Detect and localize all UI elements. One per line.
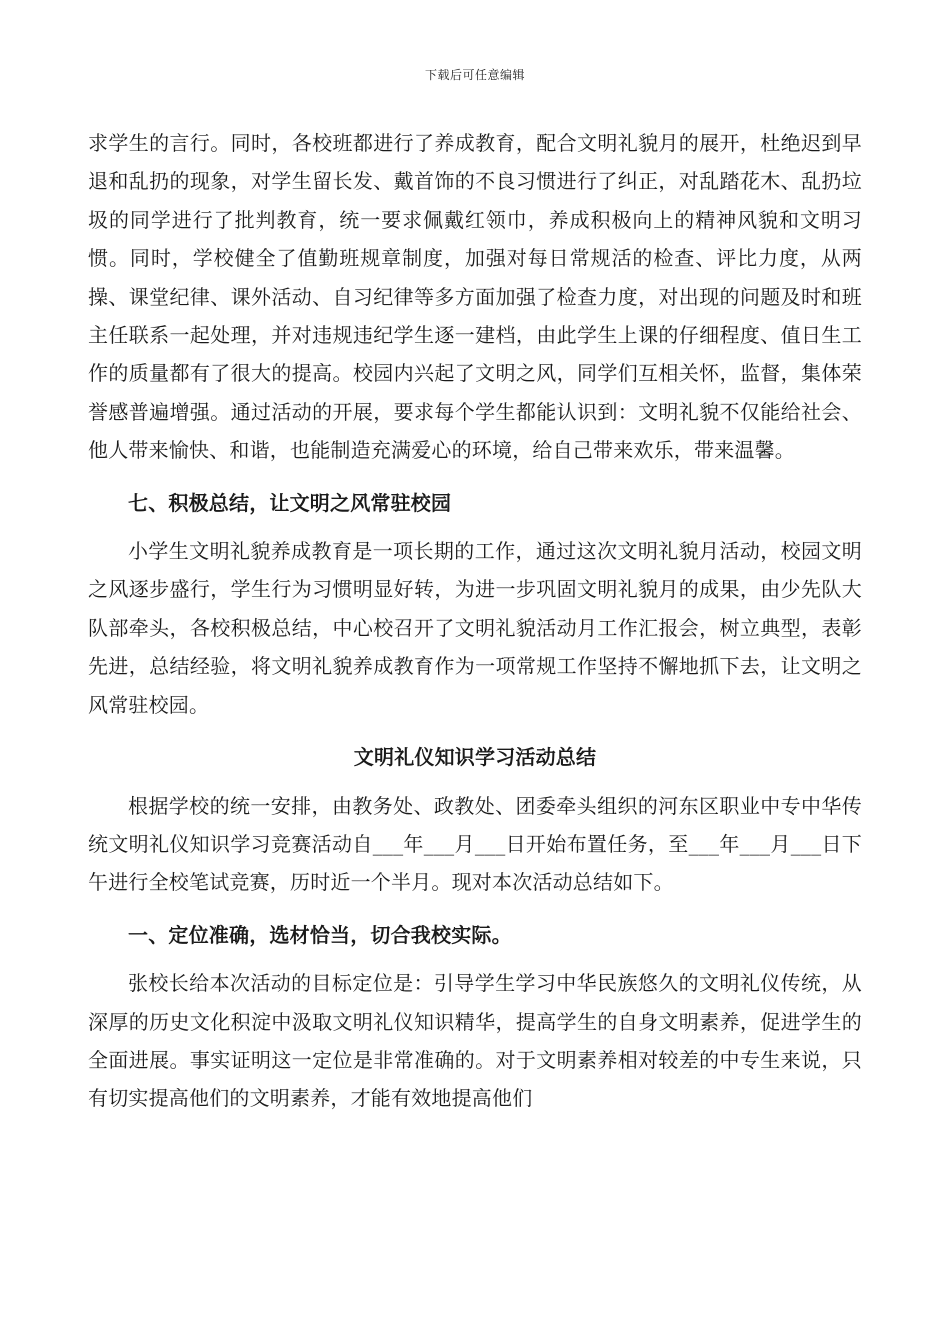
paragraph-intro: 根据学校的统一安排，由教务处、政教处、团委牵头组织的河东区职业中专中华传统文明礼仪知识学习竞赛活动自___年___月___日开始布置任务，至___年___月___日下午进行全校笔试竞赛，历时近一个半月。现对本次活动总结如下。	[88, 793, 862, 895]
document-body	[88, 124, 862, 1118]
spacer	[88, 522, 862, 532]
spacer	[88, 954, 862, 964]
paragraph-summary: 小学生文明礼貌养成教育是一项长期的工作，通过这次文明礼貌月活动，校园文明之风逐步盛行，学生行为习惯明显好转，为进一步巩固文明礼貌月的成果，由少先队大队部牵头，各校积极总结，中心校召开了文明礼貌活动月工作汇报会，树立典型，表彰先进，总结经验，将文明礼貌养成教育作为一项常规工作坚持不懈地抓下去，让文明之风常驻校园。	[88, 539, 862, 717]
spacer	[88, 470, 862, 484]
spacer	[88, 777, 862, 787]
header-note: 下载后可任意编辑	[424, 68, 525, 82]
section-heading-seven: 七、积极总结，让文明之风常驻校园	[128, 490, 452, 515]
paragraph-goal: 张校长给本次活动的目标定位是：引导学生学习中华民族悠久的文明礼仪传统，从深厚的历史文化积淀中汲取文明礼仪知识精华，提高学生的自身文明素养，促进学生的全面进展。事实证明这一定位是非常准确的。对于文明素养相对较差的中专生来说，只有切实提高他们的文明素养，才能有效地提高他们	[88, 971, 862, 1111]
paragraph-continued: 求学生的言行。同时，各校班都进行了养成教育，配合文明礼貌月的展开，杜绝迟到早退和乱扔的现象，对学生留长发、戴首饰的不良习惯进行了纠正，对乱踏花木、乱扔垃圾的同学进行了批判教育，统一要求佩戴红领巾，养成积极向上的精神风貌和文明习惯。同时，学校健全了值勤班规章制度，加强对每日常规活的检查、评比力度，从两操、课堂纪律、课外活动、自习纪律等多方面加强了检查力度，对出现的问题及时和班主任联系一起处理，并对违规违纪学生逐一建档，由此学生上课的仔细程度、值日生工作的质量都有了很大的提高。校园内兴起了文明之风，同学们互相关怀，监督，集体荣誉感普遍增强。通过活动的开展，要求每个学生都能认识到：文明礼貌不仅能给社会、他人带来愉快、和谐，也能制造充满爱心的环境，给自己带来欢乐，带来温馨。	[88, 131, 862, 463]
spacer	[88, 902, 862, 916]
article-title: 文明礼仪知识学习活动总结	[353, 745, 597, 770]
spacer	[88, 724, 862, 738]
section-heading-one: 一、定位准确，选材恰当，切合我校实际。	[128, 922, 512, 947]
